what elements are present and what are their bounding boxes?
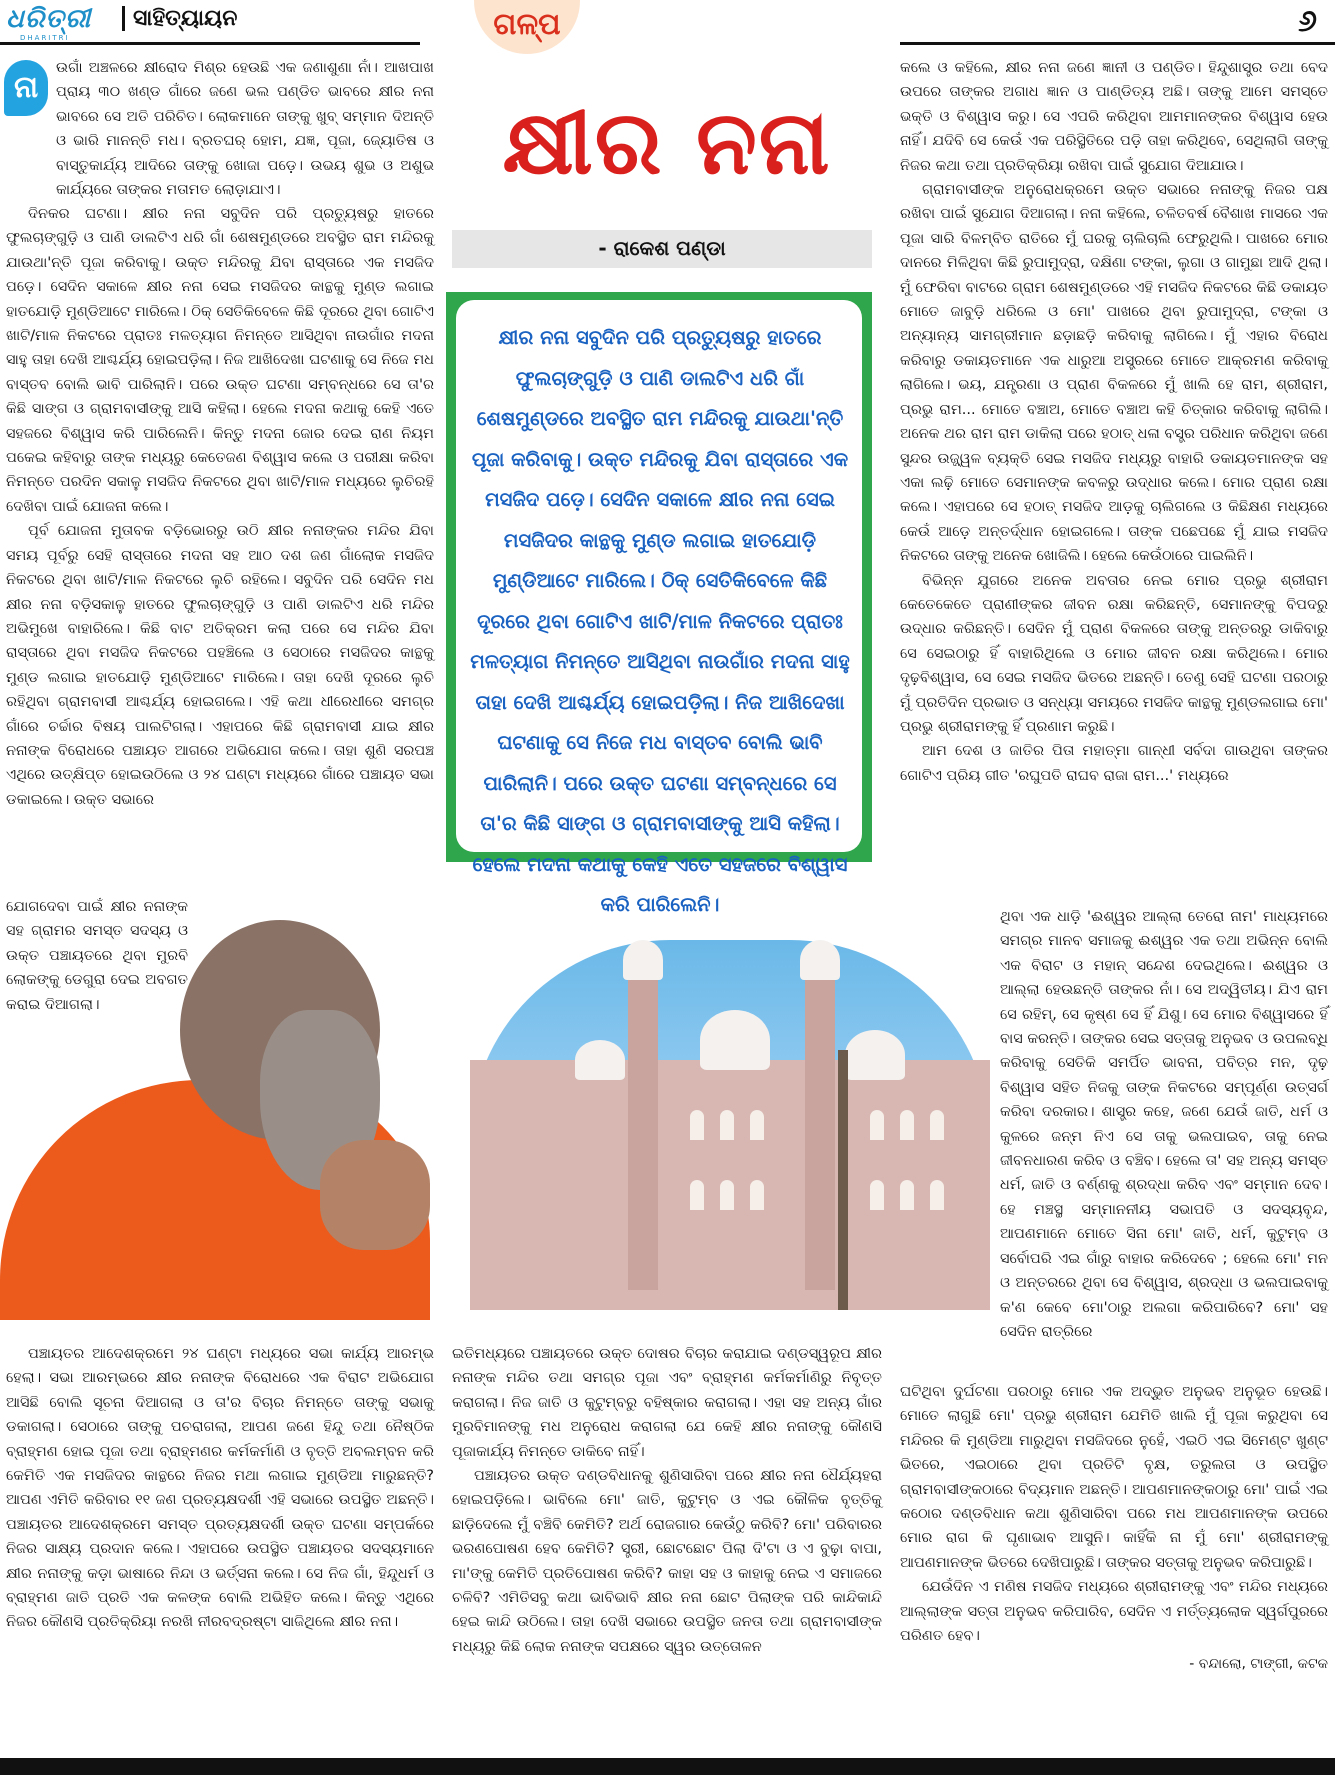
mosque-dome — [575, 1040, 625, 1080]
mosque-dome — [700, 1010, 770, 1070]
mosque-minaret — [628, 960, 658, 1290]
genre-label: ଗଳ୍ପ — [493, 7, 561, 42]
mosque-window — [720, 1110, 734, 1140]
mosque-window — [750, 1110, 764, 1140]
header-rule-right — [900, 42, 1335, 45]
mosque-dome — [623, 940, 663, 980]
paragraph: ଉଗାଁ ଅଞ୍ଚଳରେ କ୍ଷୀରୋଦ ମିଶ୍ର ହେଉଛି ଏକ ଜଣାଶୁଣା ନାଁ। ଆଖପାଖ ପ୍ରାୟ ୩୦ ଖଣ୍ଡ ଗାଁରେ ଜଣେ ଭଲ ପଣ୍ଡିତ ଭାବରେ କ୍ଷୀର ନନା ଭାବରେ ସେ ଅତି ପରିଚିତ। ଲୋକମାନେ ତାଙ୍କୁ ଖୁବ୍ ସମ୍ମାନ ଦିଅନ୍ତି ଓ ଭାରି ମାନନ୍ତି ମଧ। ବ୍ରତଘର୍ ହୋମ, ଯଜ୍ଞ, ପୂଜା, ଜ୍ୟୋତିଷ ଓ ବାସ୍ତୁକାର୍ଯ୍ୟ ଆଦିରେ ତାଙ୍କୁ ଖୋଜା ପଡ଼େ। ଉଭୟ ଶୁଭ ଓ ଅଶୁଭ କାର୍ଯ୍ୟରେ ତାଙ୍କର ମତାମତ ଲୋଡ଼ାଯାଏ। — [56, 60, 434, 199]
byline: - ରାକେଶ ପଣ୍ଡା — [598, 236, 726, 260]
column-3-top — [900, 56, 1328, 788]
column-1-mid — [6, 202, 434, 812]
mosque-window — [930, 1180, 944, 1210]
monk-photo-hands — [320, 1140, 430, 1250]
newspaper-logo — [6, 4, 116, 42]
story-title: କ୍ଷୀର ନନା — [502, 91, 832, 194]
mosque-dome — [845, 1030, 905, 1080]
author-location: - ବନ୍ଦାଲୋ, ଟାଙ୍ଗୀ, କଟକ — [1189, 1656, 1328, 1673]
logo-text: ଧରିତ୍ରୀ — [6, 4, 92, 34]
paragraph: ଇତିମଧ୍ୟରେ ପଞ୍ଚାୟତରେ ଉକ୍ତ ଦୋଷର ବିଚାର କରାଯାଇ ଦଣ୍ଡସ୍ୱରୂପ କ୍ଷୀର ନନାଙ୍କ ମନ୍ଦିର ତଥା ସମଗ୍ର ପୂଜା ଏବଂ ବ୍ରାହ୍ମଣ କର୍ମକର୍ମାଣିରୁ ନିବୃତ୍ତ କରାଗଲା। ନିଜ ଜାତି ଓ କୁଟୁମ୍ବରୁ ବହିଷ୍କାର କରାଗଲା। ଏହା ସହ ଅନ୍ୟ ଗାଁର ମୁରବିମାନଙ୍କୁ ମଧ ଅନୁରୋଧ କରାଗଲା ଯେ କେହି କ୍ଷୀର ନନାଙ୍କୁ କୌଣସି ପୂଜାକାର୍ଯ୍ୟ ନିମନ୍ତେ ଡାକିବେ ନାହିଁ। — [452, 1346, 882, 1460]
paragraph: ଆମ ଦେଶ ଓ ଜାତିର ପିତା ମହାତ୍ମା ଗାନ୍ଧୀ ସର୍ବଦା ଗାଉଥିବା ତାଙ୍କର ଗୋଟିଏ ପ୍ରିୟ ଗୀତ 'ରଘୁପତି ରାଘବ ରାଜା ରାମ...' ମଧ୍ୟରେ — [900, 743, 1328, 784]
pull-quote-text: କ୍ଷୀର ନନା ସବୁଦିନ ପରି ପ୍ରତ୍ୟୁଷରୁ ହାତରେ ଫୁଲଚାଙ୍ଗୁଡ଼ି ଓ ପାଣି ଡାଲଟିଏ ଧରି ଗାଁ ଶେଷମୁଣ୍ଡରେ ଅବସ୍ଥିତ ରାମ ମନ୍ଦିରକୁ ଯାଉଥା'ନ୍ତି ପୂଜା କରିବାକୁ। ଉକ୍ତ ମନ୍ଦିରକୁ ଯିବା ରାସ୍ତାରେ ଏକ ମସଜିଦ ପଡ଼େ। ସେଦିନ ସକାଳେ କ୍ଷୀର ନନା ସେଇ ମସଜିଦର କାନ୍ଥକୁ ମୁଣ୍ଡ ଲଗାଇ ହାତଯୋଡ଼ି ମୁଣ୍ଡିଆଟେ ମାରିଲେ। ଠିକ୍ ସେତିକିବେଳେ କିଛି ଦୂରରେ ଥିବା ଗୋଟିଏ ଖାଟି/ମାଳ ନିକଟରେ ପ୍ରାତଃ ମଳତ୍ୟାଗ ନିମନ୍ତେ ଆସିଥିବା ନାଉଗାଁର ମଦନା ସାହୁ ତାହା ଦେଖି ଆଶ୍ଚର୍ଯ୍ୟ ହୋଇପଡ଼ିଲା। ନିଜ ଆଖିଦେଖା ଘଟଣାକୁ ସେ ନିଜେ ମଧ ବାସ୍ତବ ବୋଲି ଭାବି ପାରିଲାନି। ପରେ ଉକ୍ତ ଘଟଣା ସମ୍ବନ୍ଧରେ ସେ ତା'ର କିଛି ସାଙ୍ଗ ଓ ଗ୍ରାମବାସୀଙ୍କୁ ଆସି କହିଲା। ହେଲେ ମଦନା କଥାକୁ କେହି ଏତେ ସହଜରେ ବିଶ୍ୱାସ କରି ପାରିଲେନି। — [470, 326, 850, 916]
column-1-bottom — [6, 1342, 434, 1635]
paragraph: କଲେ ଓ କହିଲେ, କ୍ଷୀର ନନା ଜଣେ ଜ୍ଞାନୀ ଓ ପଣ୍ଡିତ। ହିନ୍ଦୁଶାସ୍ତ୍ର ତଥା ବେଦ ଉପରେ ତାଙ୍କର ଅଗାଧ ଜ୍ଞାନ ଓ ପାଣ୍ଡିତ୍ୟ ଅଛି। ତାଙ୍କୁ ଆମେ ସମସ୍ତେ ଭକ୍ତି ଓ ବିଶ୍ୱାସ କରୁ। ସେ ଏପରି କରିଥିବା ଆମମାନଙ୍କର ବିଶ୍ୱାସ ହେଉ ନାହିଁ। ଯଦିବି ସେ କେଉଁ ଏକ ପରିସ୍ଥିତିରେ ପଡ଼ି ତାହା କରିଥିବେ, ସେଥିଲାଗି ତାଙ୍କୁ ନିଜର କଥା ତଥା ପ୍ରତିକ୍ରିୟା ରଖିବା ପାଇଁ ସୁଯୋଗ ଦିଆଯାଉ। — [900, 60, 1328, 174]
drop-cap: ନା — [4, 60, 48, 116]
mosque-window — [900, 1110, 914, 1140]
paragraph: ଦିନକର ଘଟଣା। କ୍ଷୀର ନନା ସବୁଦିନ ପରି ପ୍ରତ୍ୟୁଷରୁ ହାତରେ ଫୁଲଚାଙ୍ଗୁଡ଼ି ଓ ପାଣି ଡାଲଟିଏ ଧରି ଗାଁ ଶେଷମୁଣ୍ଡରେ ଅବସ୍ଥିତ ରାମ ମନ୍ଦିରକୁ ଯାଉଥା'ନ୍ତି ପୂଜା କରିବାକୁ। ଉକ୍ତ ମନ୍ଦିରକୁ ଯିବା ରାସ୍ତାରେ ଏକ ମସଜିଦ ପଡ଼େ। ସେଦିନ ସକାଳେ କ୍ଷୀର ନନା ସେଇ ମସଜିଦର କାନ୍ଥକୁ ମୁଣ୍ଡ ଲଗାଇ ହାତଯୋଡ଼ି ମୁଣ୍ଡିଆଟେ ମାରିଲେ। ଠିକ୍ ସେତିକିବେଳେ କିଛି ଦୂରରେ ଥିବା ଗୋଟିଏ ଖାଟି/ମାଳ ନିକଟରେ ପ୍ରାତଃ ମଳତ୍ୟାଗ ନିମନ୍ତେ ଆସିଥିବା ନାଉଗାଁର ମଦନା ସାହୁ ତାହା ଦେଖି ଆଶ୍ଚର୍ଯ୍ୟ ହୋଇପଡ଼ିଲା। ନିଜ ଆଖିଦେଖା ଘଟଣାକୁ ସେ ନିଜେ ମଧ ବାସ୍ତବ ବୋଲି ଭାବି ପାରିଲାନି। ପରେ ଉକ୍ତ ଘଟଣା ସମ୍ବନ୍ଧରେ ସେ ତା'ର କିଛି ସାଙ୍ଗ ଓ ଗ୍ରାମବାସୀଙ୍କୁ ଆସି କହିଲା। ହେଲେ ମଦନା କଥାକୁ କେହି ଏତେ ସହଜରେ ବିଶ୍ୱାସ କରି ପାରିଲେନି। କିନ୍ତୁ ମଦନା ଜୋର ଦେଇ ରାଣ ନିୟମ ପକେଇ କହିବାରୁ ତାଙ୍କ ମଧ୍ୟରୁ କେତେଜଣ ବିଶ୍ୱାସ କଲେ ଓ ପରୀକ୍ଷା କରିବା ନିମନ୍ତେ ପରଦିନ ସକାଳୁ ମସଜିଦ ନିକଟରେ ଥିବା ଖାଟି/ମାଳ ମଧ୍ୟରେ ଲୁଚିରହି ଦେଖିବା ପାଇଁ ଯୋଜନା କଲେ। — [6, 206, 434, 515]
paragraph: ଯୋଗଦେବା ପାଇଁ କ୍ଷୀର ନନାଙ୍କ ସହ ଗ୍ରାମର ସମସ୍ତ ସଦସ୍ୟ ଓ ଉକ୍ତ ପଞ୍ଚାୟତରେ ଥିବା ମୁରବି ଲୋକଙ୍କୁ ଡେଗୁରା ଦେଇ ଅବଗତ କରାଇ ଦିଆଗଲା। — [6, 899, 188, 1013]
mosque-window — [900, 1180, 914, 1210]
mosque-dome — [800, 940, 840, 980]
paragraph: ପଞ୍ଚାୟତର ଉକ୍ତ ଦଣ୍ଡବିଧାନକୁ ଶୁଣିସାରିବା ପରେ କ୍ଷୀର ନନା ଧୈର୍ଯ୍ୟହରା ହୋଇପଡ଼ିଲେ। ଭାବିଲେ ମୋ' ଜାତି, କୁଟୁମ୍ବ ଓ ଏଇ କୌଳିକ ବୃତ୍ତିକୁ ଛାଡ଼ିଦେଲେ ମୁଁ ବଞ୍ଚିବି କେମିତି? ଅର୍ଥ ରୋଜଗାର କେଉଁଠୁ କରିବି? ମୋ' ପରିବାରର ଭରଣପୋଷଣ ହେବ କେମିତି? ସ୍ତ୍ରୀ, ଛୋଟଛୋଟ ପିଲା ଦି'ଟା ଓ ଏ ବୁଢ଼ା ବାପା, ମା'ଙ୍କୁ କେମିତି ପ୍ରତିପୋଷଣ କରିବି? କାହା ସହ ଓ କାହାକୁ ନେଇ ଏ ସମାଜରେ ଚଳିବି? ଏମିତିସବୁ କଥା ଭାବିଭାବି କ୍ଷୀର ନନା ଛୋଟ ପିଲାଙ୍କ ପରି କାନ୍ଦିକାନ୍ଦି ହେଇ କାନ୍ଦି ଉଠିଲେ। ତାହା ଦେଖି ସଭାରେ ଉପସ୍ଥିତ ଜନତା ତଥା ଗ୍ରାମବାସୀଙ୍କ ମଧ୍ୟରୁ କିଛି ଲୋକ ନନାଙ୍କ ସପକ୍ଷରେ ସ୍ୱର ଉତ୍ତୋଳନ — [452, 1468, 882, 1655]
footer-rule — [0, 1758, 1335, 1775]
column-3-bottom — [900, 1380, 1328, 1677]
mosque-minaret — [805, 960, 835, 1290]
header-rule-left — [0, 42, 420, 45]
section-title: ସାହିତ୍ୟାୟନ — [122, 6, 237, 31]
column-1-wrap — [6, 895, 188, 1017]
mosque-window — [870, 1180, 884, 1210]
column-2-bottom — [452, 1342, 882, 1659]
genre-tab — [474, 0, 580, 54]
paragraph: ପଞ୍ଚାୟତର ଆଦେଶକ୍ରମେ ୨୪ ଘଣ୍ଟା ମଧ୍ୟରେ ସଭା କାର୍ଯ୍ୟ ଆରମ୍ଭ ହେଲା। ସଭା ଆରମ୍ଭରେ କ୍ଷୀର ନନାଙ୍କ ବିରୋଧରେ ଏକ ବିରାଟ ଅଭିଯୋଗ ଆସିଛି ବୋଲି ସୂଚନା ଦିଆଗଲା ଓ ତା'ର ବିଚାର ନିମନ୍ତେ ତାଙ୍କୁ ସଭାକୁ ଡକାଗଲା। ସେଠାରେ ତାଙ୍କୁ ପଚରାଗଲା, ଆପଣ ଜଣେ ହିନ୍ଦୁ ତଥା ନୈଷ୍ଠିକ ବ୍ରାହ୍ମଣ ହୋଇ ପୂଜା ତଥା ବ୍ରାହ୍ମଣର କର୍ମକର୍ମାଣି ଓ ବୃତ୍ତି ଅବଲମ୍ବନ କରି କେମିତି ଏକ ମସଜିଦର କାନ୍ଥରେ ନିଜର ମଥା ଲଗାଇ ମୁଣ୍ଡିଆ ମାରୁଛନ୍ତି? ଆପଣ ଏମିତି କରିବାର ୧୧ ଜଣ ପ୍ରତ୍ୟକ୍ଷଦର୍ଶୀ ଏହି ସଭାରେ ଉପସ୍ଥିତ ଅଛନ୍ତି। ପଞ୍ଚାୟତର ଆଦେଶକ୍ରମେ ସମସ୍ତ ପ୍ରତ୍ୟକ୍ଷଦର୍ଶୀ ଉକ୍ତ ଘଟଣା ସମ୍ପର୍କରେ ନିଜର ସାକ୍ଷ୍ୟ ପ୍ରଦାନ କଲେ। ଏହାପରେ ଉପସ୍ଥିତ ପଞ୍ଚାୟତର ସଦସ୍ୟମାନେ କ୍ଷୀର ନନାଙ୍କୁ କଡ଼ା ଭାଷାରେ ନିନ୍ଦା ଓ ଭର୍ତ୍ସନା କଲେ। ସେ ନିଜ ଗାଁ, ହିନ୍ଦୁଧର୍ମ ଓ ବ୍ରାହ୍ମଣ ଜାତି ପ୍ରତି ଏକ କଳଙ୍କ ବୋଲି ଅଭିହିତ କଲେ। କିନ୍ତୁ ଏଥିରେ ନିଜର କୌଣସି ପ୍ରତିକ୍ରିୟା ନରଖି ନୀରବଦ୍ରଷ୍ଟା ସାଜିଥିଲେ କ୍ଷୀର ନନା। — [6, 1346, 434, 1631]
column-3-wrap — [1000, 905, 1328, 1344]
utility-pole — [838, 1050, 848, 1310]
mosque-window — [690, 1180, 704, 1210]
paragraph: ଗ୍ରାମବାସୀଙ୍କ ଅନୁରୋଧକ୍ରମେ ଉକ୍ତ ସଭାରେ ନନାଙ୍କୁ ନିଜର ପକ୍ଷ ରଖିବା ପାଇଁ ସୁଯୋଗ ଦିଆଗଲା। ନନା କହିଲେ, ଚଳିତବର୍ଷ ବୈଶାଖ ମାସରେ ଏକ ପୂଜା ସାରି ବିଳମ୍ବିତ ରାତିରେ ମୁଁ ଘରକୁ ଚାଲିଚାଲି ଫେରୁଥିଲି। ପାଖରେ ମୋର ଦାନରେ ମିଳିଥିବା କିଛି ରୁପାମୁଦ୍ରା, ଦକ୍ଷିଣା ଟଙ୍କା, ଲୁଗା ଓ ଗାମୁଛା ଆଦି ଥିଲା। ମୁଁ ଫେରିବା ବାଟରେ ଗ୍ରାମ ଶେଷମୁଣ୍ଡରେ ଏହି ମସଜିଦ ନିକଟରେ କିଛି ଡକାୟତ ମୋତେ ଜାବୁଡ଼ି ଧରିଲେ ଓ ମୋ' ପାଖରେ ଥିବା ରୁପାମୁଦ୍ରା, ଟଙ୍କା ଓ ଅନ୍ୟାନ୍ୟ ସାମଗ୍ରୀମାନ ଛଡ଼ାଛଡ଼ି କରିବାକୁ ଲାଗିଲେ। ମୁଁ ଏହାର ବିରୋଧ କରିବାରୁ ଡକାୟତମାନେ ଏକ ଧାରୁଆ ଅସ୍ତ୍ରରେ ମୋତେ ଆକ୍ରମଣ କରିବାକୁ ଲାଗିଲେ। ଭୟ, ଯନ୍ତ୍ରଣା ଓ ପ୍ରାଣ ବିକଳରେ ମୁଁ ଖାଲି ହେ ରାମ, ଶ୍ରୀରାମ, ପ୍ରଭୁ ରାମ... ମୋତେ ବଞ୍ଚାଅ, ମୋତେ ବଞ୍ଚାଅ କହି ଚିତ୍କାର କରିବାକୁ ଲାଗିଲି। ଅନେକ ଥର ରାମ ରାମ ଡାକିଲା ପରେ ହଠାତ୍ ଧଳା ବସ୍ତ୍ର ପରିଧାନ କରିଥିବା ଜଣେ ସୁନ୍ଦର ଉଜ୍ଜ୍ୱଳ ବ୍ୟକ୍ତି ସେଇ ମସଜିଦ ମଧ୍ୟରୁ ବାହାରି ଡକାୟତମାନଙ୍କ ସହ ଏକା ଲଢ଼ି ମୋତେ ସେମାନଙ୍କ କବଳରୁ ଉଦ୍ଧାର କଲେ। ମୋର ପ୍ରାଣ ରକ୍ଷା କଲେ। ଏହାପରେ ସେ ହଠାତ୍ ମସଜିଦ ଆଡ଼କୁ ଚାଲିଗଲେ ଓ କିଛିକ୍ଷଣ ମଧ୍ୟରେ କେଉଁ ଆଡ଼େ ଅନ୍ତର୍ଦ୍ଧାନ ହୋଇଗଲେ। ତାଙ୍କ ପଛେପଛେ ମୁଁ ଯାଇ ମସଜିଦ ନିକଟରେ ତାଙ୍କୁ ଅନେକ ଖୋଜିଲି। ହେଲେ କେଉଁଠାରେ ପାଇଲିନି। — [900, 182, 1328, 565]
mosque-window — [930, 1110, 944, 1140]
column-1-top — [56, 56, 434, 202]
mosque-window — [750, 1180, 764, 1210]
masthead — [0, 0, 1335, 46]
paragraph: ଯେଉଁଦିନ ଏ ମଣିଷ ମସଜିଦ ମଧ୍ୟରେ ଶ୍ରୀରାମଙ୍କୁ ଏବଂ ମନ୍ଦିର ମଧ୍ୟରେ ଆଲ୍ଲାଙ୍କ ସତ୍ତା ଅନୁଭବ କରିପାରିବ, ସେଦିନ ଏ ମର୍ତ୍ତ୍ୟଲୋକ ସ୍ୱର୍ଗପୁରରେ ପରିଣତ ହେବ। — [900, 1579, 1328, 1645]
paragraph: ଘଟିଥିବା ଦୁର୍ଘଟଣା ପରଠାରୁ ମୋର ଏକ ଅଦ୍ଭୁତ ଅନୁଭବ ଅନୁଭୂତ ହେଉଛି। ମୋତେ ଲାଗୁଛି ମୋ' ପ୍ରଭୁ ଶ୍ରୀରାମ ଯେମିତି ଖାଲି ମୁଁ ପୂଜା କରୁଥିବା ସେ ମନ୍ଦିରର କି ମୁଣ୍ଡିଆ ମାରୁଥିବା ମସଜିଦରେ ନୁହେଁ, ଏଇଠି ଏଇ ସିମେଣ୍ଟ ଖୁଣ୍ଟ ଭିତରେ, ଏଇଠାରେ ଥିବା ପ୍ରତିଟି ବୃକ୍ଷ, ତରୁଲତା ଓ ଉପସ୍ଥିତ ଗ୍ରାମବାସୀଙ୍କଠାରେ ବିଦ୍ୟମାନ ଅଛନ୍ତି। ଆପଣମାନଙ୍କଠାରୁ ମୋ' ପାଇଁ ଏଇ କଠୋର ଦଣ୍ଡବିଧାନ କଥା ଶୁଣିସାରିବା ପରେ ମଧ ଆପଣମାନଙ୍କ ଉପରେ ମୋର ରାଗ କି ଘୃଣାଭାବ ଆସୁନି। କାହିଁକି ନା ମୁଁ ମୋ' ଶ୍ରୀରାମଙ୍କୁ ଆପଣମାନଙ୍କ ଭିତରେ ଦେଖିପାରୁଛି। ତାଙ୍କର ସତ୍ତାକୁ ଅନୁଭବ କରିପାରୁଛି। — [900, 1384, 1328, 1571]
page-number: ୬ — [1298, 4, 1317, 39]
paragraph: ପୂର୍ବ ଯୋଜନା ମୁତାବକ ବଡ଼ିଭୋରରୁ ଉଠି କ୍ଷୀର ନନାଙ୍କର ମନ୍ଦିର ଯିବା ସମୟ ପୂର୍ବରୁ ସେହି ରାସ୍ତାରେ ମଦନା ସହ ଆଠ ଦଶ ଜଣ ଗାଁଲୋକ ମସଜିଦ ନିକଟରେ ଥିବା ଖାଟି/ମାଳ ନିକଟରେ ଲୁଚି ରହିଲେ। ସବୁଦିନ ପରି ସେଦିନ ମଧ କ୍ଷୀର ନନା ବଡ଼ିସକାଳୁ ହାତରେ ଫୁଲଚାଙ୍ଗୁଡ଼ି ଓ ପାଣି ଡାଲଟିଏ ଧରି ମନ୍ଦିର ଅଭିମୁଖେ ବାହାରିଲେ। କିଛି ବାଟ ଅତିକ୍ରମ କଲା ପରେ ସେ ମନ୍ଦିର ଯିବା ରାସ୍ତାରେ ଥିବା ମସଜିଦ ନିକଟରେ ପହଞ୍ଚିଲେ ଓ ସେଠାରେ ମସଜିଦର କାନ୍ଥକୁ ମୁଣ୍ଡ ଲଗାଇ ହାତଯୋଡ଼ି ମୁଣ୍ଡିଆଟେ ମାରିଲେ। ତାହା ଦେଖି ଦୂରରେ ଲୁଚି ରହିଥିବା ଗ୍ରାମବାସୀ ଆଶ୍ଚର୍ଯ୍ୟ ହୋଇଗଲେ। ଏହି କଥା ଧୀରେଧୀରେ ସମଗ୍ର ଗାଁରେ ଚର୍ଚ୍ଚାର ବିଷୟ ପାଲଟିଗଲା। ଏହାପରେ କିଛି ଗ୍ରାମବାସୀ ଯାଇ କ୍ଷୀର ନନାଙ୍କ ବିରୋଧରେ ପଞ୍ଚାୟତ ଆଗରେ ଅଭିଯୋଗ କଲେ। ତାହା ଶୁଣି ସରପଞ୍ଚ ଏଥିରେ ଉତ୍କ୍ଷିପ୍ତ ହୋଇଉଠିଲେ ଓ ୨୪ ଘଣ୍ଟା ମଧ୍ୟରେ ଗାଁରେ ପଞ୍ଚାୟତ ସଭା ଡକାଇଲେ। ଉକ୍ତ ସଭାରେ — [6, 523, 434, 808]
mosque-window — [720, 1180, 734, 1210]
logo-subtext: DHARITRI — [20, 34, 70, 42]
mosque-window — [690, 1110, 704, 1140]
paragraph: ବିଭିନ୍ନ ଯୁଗରେ ଅନେକ ଅବତାର ନେଇ ମୋର ପ୍ରଭୁ ଶ୍ରୀରାମ କେତେକେତେ ପ୍ରାଣୀଙ୍କର ଜୀବନ ରକ୍ଷା କରିଛନ୍ତି, ସେମାନଙ୍କୁ ବିପଦରୁ ଉଦ୍ଧାର କରିଛନ୍ତି। ସେଦିନ ମୁଁ ପ୍ରାଣ ବିକଳରେ ତାଙ୍କୁ ଅନ୍ତରରୁ ଡାକିବାରୁ ସେ ସେଇଠାରୁ ହିଁ ବାହାରିଥିଲେ ଓ ମୋର ଜୀବନ ରକ୍ଷା କରିଥିଲେ। ମୋର ଦୃଢ଼ବିଶ୍ୱାସ, ସେ ସେଇ ମସଜିଦ ଭିତରେ ଅଛନ୍ତି। ତେଣୁ ସେହି ଘଟଣା ପରଠାରୁ ମୁଁ ପ୍ରତିଦିନ ପ୍ରଭାତ ଓ ସନ୍ଧ୍ୟା ସମୟରେ ମସଜିଦ କାନ୍ଥକୁ ମୁଣ୍ଡଲଗାଇ ମୋ' ପ୍ରଭୁ ଶ୍ରୀରାମଙ୍କୁ ହିଁ ପ୍ରଣାମ କରୁଛି। — [900, 572, 1328, 735]
paragraph: ଥିବା ଏକ ଧାଡ଼ି 'ଈଶ୍ୱର ଆଲ୍ଲା ତେରୋ ନାମ' ମାଧ୍ୟମରେ ସମଗ୍ର ମାନବ ସମାଜକୁ ଈଶ୍ୱର ଏକ ତଥା ଅଭିନ୍ନ ବୋଲି ଏକ ବିରାଟ ଓ ମହାନ୍ ସନ୍ଦେଶ ଦେଇଥିଲେ। ଈଶ୍ୱର ଓ ଆଲ୍ଲା ହେଉଛନ୍ତି ତାଙ୍କର ନାଁ। ସେ ଅଦ୍ୱିତୀୟ। ଯିଏ ରାମ ସେ ରହିମ୍, ସେ କୃଷ୍ଣ ସେ ହିଁ ଯିଶୁ। ସେ ମୋର ବିଶ୍ୱାସରେ ହିଁ ବାସ କରନ୍ତି। ତାଙ୍କର ସେଇ ସତ୍ତାକୁ ଅନୁଭବ ଓ ଉପଲବ୍ଧି କରିବାକୁ ସେତିକି ସମର୍ପିତ ଭାବନା, ପବିତ୍ର ମନ, ଦୃଢ଼ ବିଶ୍ୱାସ ସହିତ ନିଜକୁ ତାଙ୍କ ନିକଟରେ ସମ୍ପୂର୍ଣ୍ଣ ଉତ୍ସର୍ଗ କରିବା ଦରକାର। ଶାସ୍ତ୍ର କହେ, ଜଣେ ଯେଉଁ ଜାତି, ଧର୍ମ ଓ କୁଳରେ ଜନ୍ମ ନିଏ ସେ ତାକୁ ଭଲପାଇବ, ତାକୁ ନେଇ ଜୀବନଧାରଣ କରିବ ଓ ବଞ୍ଚିବ। ହେଲେ ତା' ସହ ଅନ୍ୟ ସମସ୍ତ ଧର୍ମ, ଜାତି ଓ ବର୍ଣ୍ଣକୁ ଶ୍ରଦ୍ଧା କରିବ ଏବଂ ସମ୍ମାନ ଦେବ। ହେ ମଞ୍ଚସ୍ଥ ସମ୍ମାନନୀୟ ସଭାପତି ଓ ସଦସ୍ୟବୃନ୍ଦ, ଆପଣମାନେ ମୋତେ ସିନା ମୋ' ଜାତି, ଧର୍ମ, କୁଟୁମ୍ବ ଓ ସର୍ବୋପରି ଏଇ ଗାଁରୁ ବାହାର କରିଦେବେ ; ହେଲେ ମୋ' ମନ ଓ ଅନ୍ତରରେ ଥିବା ସେ ବିଶ୍ୱାସ, ଶ୍ରଦ୍ଧା ଓ ଭଲପାଇବାକୁ କ'ଣ କେବେ ମୋ'ଠାରୁ ଅଲଗା କରିପାରିବେ? ମୋ' ସହ ସେଦିନ ରାତ୍ରିରେ — [1000, 909, 1328, 1340]
mosque-window — [870, 1110, 884, 1140]
